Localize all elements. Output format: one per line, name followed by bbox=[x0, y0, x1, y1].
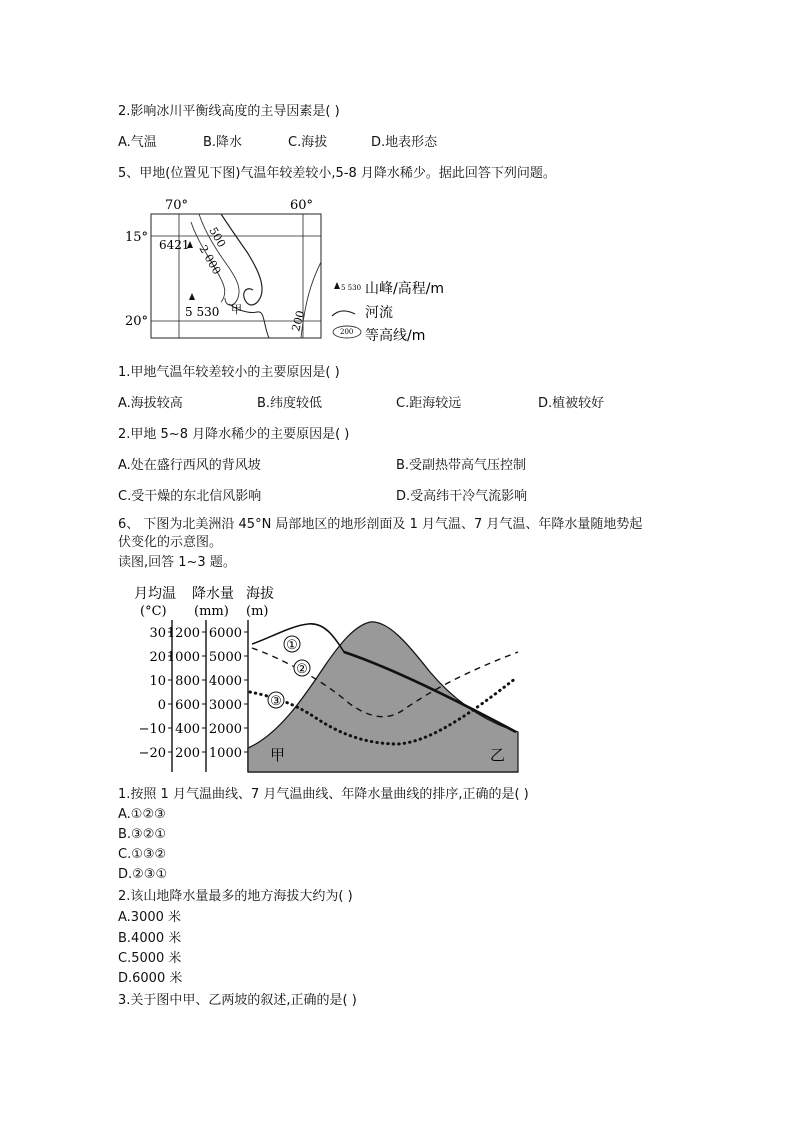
question-5-stem: 5、甲地(位置见下图)气温年较差较小,5-8 月降水稀少。据此回答下列问题。 bbox=[118, 166, 556, 181]
elev-tick-label: 1000 bbox=[208, 746, 242, 761]
temp-tick-label: 20 bbox=[149, 650, 166, 665]
contour-200-label: 200 bbox=[289, 309, 308, 333]
option-a: A.气温 bbox=[118, 135, 157, 150]
temp-axis-title: 月均温 bbox=[134, 586, 176, 602]
contour-500-label: 500 bbox=[206, 225, 229, 250]
precip-tick-label: 400 bbox=[175, 722, 200, 737]
q6-sub2-stem: 2.该山地降水量最多的地方海拔大约为( ) bbox=[118, 889, 353, 904]
lon-right-label: 60° bbox=[290, 198, 314, 213]
q6-sub2-option-b: B.4000 米 bbox=[118, 931, 182, 946]
q6-sub1-option-c: C.①③② bbox=[118, 847, 167, 862]
q6-sub3-stem: 3.关于图中甲、乙两坡的叙述,正确的是( ) bbox=[118, 993, 357, 1008]
elev-axis-title: 海拔 bbox=[246, 586, 274, 602]
elev-tick-label: 3000 bbox=[208, 698, 242, 713]
elev-tick-label: 2000 bbox=[208, 722, 242, 737]
q5-sub1-option-c: C.距海较远 bbox=[396, 396, 462, 411]
q5-sub1-stem: 1.甲地气温年较差较小的主要原因是( ) bbox=[118, 365, 340, 380]
q6-sub1-option-d: D.②③① bbox=[118, 867, 168, 882]
topographic-map bbox=[125, 192, 455, 352]
terrain-profile-chart bbox=[130, 582, 522, 778]
precip-axis-title: 降水量 bbox=[192, 586, 234, 602]
question-6-stem-line2: 伏变化的示意图。 bbox=[118, 535, 223, 550]
precip-axis-unit: (mm) bbox=[194, 604, 229, 619]
q5-sub2-stem: 2.甲地 5~8 月降水稀少的主要原因是( ) bbox=[118, 427, 350, 442]
precip-tick-label: 600 bbox=[175, 698, 200, 713]
river-legend-icon bbox=[332, 311, 355, 316]
q6-sub2-option-d: D.6000 米 bbox=[118, 971, 183, 986]
q5-sub1-option-b: B.纬度较低 bbox=[257, 396, 323, 411]
precip-tick-label: 200 bbox=[175, 746, 200, 761]
legend-peak-sample: 5 530 bbox=[341, 284, 362, 292]
temp-tick-label: 10 bbox=[149, 674, 166, 689]
curve-label-3: ③ bbox=[270, 694, 282, 709]
precip-tick-label: 800 bbox=[175, 674, 200, 689]
question-6-stem-line3: 读图,回答 1~3 题。 bbox=[118, 555, 236, 570]
q6-sub2-option-c: C.5000 米 bbox=[118, 951, 182, 966]
q6-sub1-stem: 1.按照 1 月气温曲线、7 月气温曲线、年降水量曲线的排序,正确的是( ) bbox=[118, 787, 529, 802]
precip-tick-label: 1000 bbox=[166, 650, 200, 665]
curve-label-2: ② bbox=[296, 662, 308, 677]
q5-sub2-option-a: A.处在盛行西风的背风坡 bbox=[118, 458, 261, 473]
legend-contour-sample: 200 bbox=[340, 328, 354, 336]
lat-top-label: 15° bbox=[125, 230, 149, 245]
label-jia: 甲 bbox=[270, 746, 286, 764]
q6-sub1-option-a: A.①②③ bbox=[118, 807, 166, 822]
option-b: B.降水 bbox=[203, 135, 243, 150]
lon-left-label: 70° bbox=[165, 198, 189, 213]
elev-tick-label: 4000 bbox=[208, 674, 242, 689]
q5-sub1-option-a: A.海拔较高 bbox=[118, 396, 183, 411]
legend-river-label: 河流 bbox=[365, 305, 393, 321]
label-yi: 乙 bbox=[490, 746, 506, 764]
temp-tick-label: 0 bbox=[157, 698, 166, 713]
q5-sub2-option-b: B.受副热带高气压控制 bbox=[396, 458, 527, 473]
temp-tick-label: 30 bbox=[149, 626, 166, 641]
q5-sub2-option-d: D.受高纬干冷气流影响 bbox=[396, 489, 528, 504]
precip-tick-label: 1200 bbox=[166, 626, 200, 641]
question-glacier-stem: 2.影响冰川平衡线高度的主导因素是( ) bbox=[118, 104, 340, 119]
contour-2000-label: 2 000 bbox=[196, 243, 224, 277]
elev-axis-unit: (m) bbox=[246, 604, 269, 619]
temp-tick-label: −10 bbox=[138, 722, 166, 737]
question-6-stem-line1: 6、 下图为北美洲沿 45°N 局部地区的地形剖面及 1 月气温、7 月气温、年降水量随地势起 bbox=[118, 517, 643, 532]
elev-tick-label: 5000 bbox=[208, 650, 242, 665]
curve-label-1: ① bbox=[286, 638, 298, 653]
peak2-label: 5 530 bbox=[185, 305, 220, 319]
lat-bottom-label: 20° bbox=[125, 314, 149, 329]
q5-sub1-option-d: D.植被较好 bbox=[538, 396, 605, 411]
place-jia-label: 甲 bbox=[231, 303, 242, 316]
legend-contour-label: 等高线/m bbox=[365, 328, 426, 344]
legend-peak-label: 山峰/高程/m bbox=[365, 281, 445, 297]
temp-axis-unit: (°C) bbox=[140, 604, 167, 619]
peak-legend-icon bbox=[334, 282, 340, 289]
q6-sub2-option-a: A.3000 米 bbox=[118, 910, 182, 925]
q6-sub1-option-b: B.③②① bbox=[118, 827, 167, 842]
peak-icon bbox=[189, 293, 195, 300]
temp-tick-label: −20 bbox=[138, 746, 166, 761]
q5-sub2-option-c: C.受干燥的东北信风影响 bbox=[118, 489, 262, 504]
option-c: C.海拔 bbox=[288, 135, 328, 150]
elev-tick-label: 6000 bbox=[208, 626, 242, 641]
peak1-label: 6421 bbox=[159, 238, 190, 252]
option-d: D.地表形态 bbox=[371, 135, 438, 150]
